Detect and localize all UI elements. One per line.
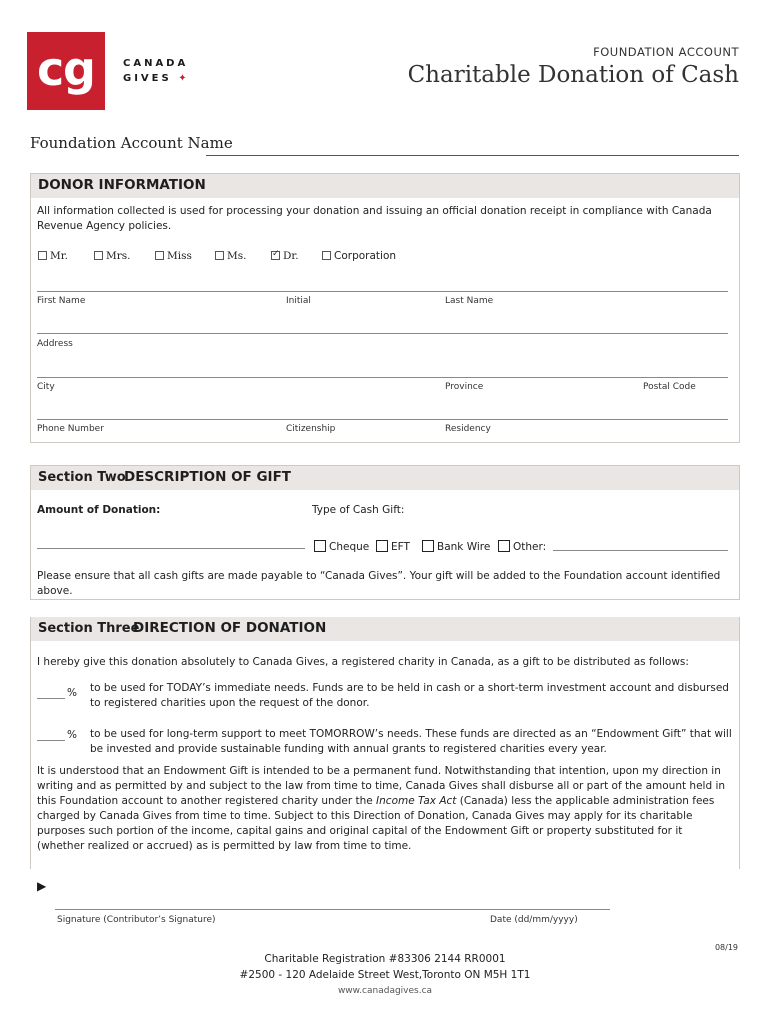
other-input-line[interactable]	[553, 550, 728, 551]
postal-code-label: Postal Code	[643, 382, 696, 392]
gift-note: Please ensure that all cash gifts are made payable to “Canada Gives”. Your gift will be added to the Foundation account identified above.	[37, 570, 721, 597]
brand-name-line2: GIVES ✦	[123, 73, 187, 84]
title-miss[interactable]: Miss	[155, 250, 192, 262]
account-name-input[interactable]	[206, 155, 739, 156]
province-label: Province	[445, 382, 484, 392]
income-tax-act-italic: Income Tax Act	[376, 795, 457, 807]
checkbox	[322, 251, 331, 260]
checkbox	[376, 540, 388, 552]
checkbox	[215, 251, 224, 260]
brand-name-line1: CANADA	[123, 58, 189, 69]
gift-heading: DESCRIPTION OF GIFT	[124, 469, 292, 485]
first-name-label: First Name	[37, 296, 86, 306]
today-percent-input[interactable]	[37, 698, 65, 699]
type-other[interactable]: Other:	[498, 538, 546, 553]
title-corporation[interactable]: Corporation	[322, 250, 396, 262]
endowment-paragraph: It is understood that an Endowment Gift is intended to be a permanent fund. Notwithstanding that intention, upon my direction in writing and as permitted by and subject to the law from time to time, Canada Gives shall disburse all or part of the amount held in this Foundation account to another registered charity under the Income Tax Act (Canada) less the applicable administration fees charged by Canada Gives from time to time. Subject to this Direction of Donation, Canada Gives may apply for its charitable purposes such portion of the income, capital gains and original capital of the Endowment Gift or property substituted for it (whether realized or accrued) as is permitted by law from time to time.	[37, 765, 726, 852]
tomorrow-percent-input[interactable]	[37, 740, 65, 741]
gift-section-label: Section Two	[38, 470, 126, 485]
maple-leaf-icon: ✦	[178, 73, 187, 84]
title-mr[interactable]: Mr.	[38, 250, 68, 262]
title-ms[interactable]: Ms.	[215, 250, 246, 262]
direction-heading: DIRECTION OF DONATION	[133, 620, 327, 636]
canada-gives-logo: c g	[27, 32, 105, 110]
title-mrs[interactable]: Mrs.	[94, 250, 131, 262]
checkbox	[422, 540, 434, 552]
phone-label: Phone Number	[37, 424, 104, 434]
website-link[interactable]: www.canadagives.ca	[337, 986, 433, 996]
gift-type-label: Type of Cash Gift:	[312, 504, 405, 516]
option-tomorrow-text: to be used for long-term support to meet TOMORROW’s needs. These funds are directed as an “Endowment Gift” that will be invested and provide sustainable funding with annual grants to registered charities every year.	[90, 728, 732, 755]
type-bank-wire[interactable]: Bank Wire	[422, 538, 490, 553]
direction-section-bar	[31, 617, 739, 641]
direction-intro: I hereby give this donation absolutely to Canada Gives, a registered charity in Canada, as a gift to be distributed as follows:	[37, 656, 689, 668]
title-dr[interactable]: ✓ Dr.	[271, 250, 299, 262]
citizenship-label: Citizenship	[286, 424, 336, 434]
account-name-label: Foundation Account Name	[30, 134, 233, 152]
donor-intro: All information collected is used for processing your donation and issuing an official donation receipt in compliance with Canada Revenue Agency policies.	[37, 205, 712, 232]
signature-input-line[interactable]	[55, 909, 610, 910]
checkbox-checked	[271, 251, 280, 260]
type-eft[interactable]: EFT	[376, 538, 410, 553]
type-cheque[interactable]: Cheque	[314, 538, 369, 553]
city-input-line[interactable]	[37, 377, 728, 378]
org-address: #2500 - 120 Adelaide Street West,Toronto ON M5H 1T1	[239, 969, 531, 981]
charitable-registration: Charitable Registration #83306 2144 RR0001	[264, 953, 506, 965]
percent-sign: %	[67, 729, 77, 741]
address-input-line[interactable]	[37, 333, 728, 334]
direction-section-label: Section Three	[38, 621, 140, 636]
amount-label: Amount of Donation:	[37, 504, 161, 516]
signature-label: Signature (Contributor’s Signature)	[57, 915, 216, 925]
gift-section-bar	[31, 466, 739, 490]
amount-input-line[interactable]	[37, 548, 305, 549]
city-label: City	[37, 382, 55, 392]
address-label: Address	[37, 339, 73, 349]
checkbox	[94, 251, 103, 260]
date-label: Date (dd/mm/yyyy)	[490, 915, 578, 925]
sign-here-arrow-icon: ▶	[37, 879, 47, 893]
donor-heading: DONOR INFORMATION	[38, 177, 206, 193]
option-today-text: to be used for TODAY’s immediate needs. Funds are to be held in cash or a short-term investment account and disbursed to registered charities upon the request of the donor.	[90, 682, 729, 709]
checkbox	[38, 251, 47, 260]
checkbox	[498, 540, 510, 552]
form-kicker: FOUNDATION ACCOUNT	[593, 45, 739, 59]
residency-label: Residency	[445, 424, 491, 434]
last-name-label: Last Name	[445, 296, 494, 306]
name-input-line[interactable]	[37, 291, 728, 292]
percent-sign: %	[67, 687, 77, 699]
form-version: 08/19	[714, 943, 738, 952]
phone-input-line[interactable]	[37, 419, 728, 420]
checkbox	[314, 540, 326, 552]
checkbox	[155, 251, 164, 260]
donor-section-bar	[31, 174, 739, 198]
page-title: Charitable Donation of Cash	[407, 62, 739, 88]
initial-label: Initial	[286, 296, 311, 306]
